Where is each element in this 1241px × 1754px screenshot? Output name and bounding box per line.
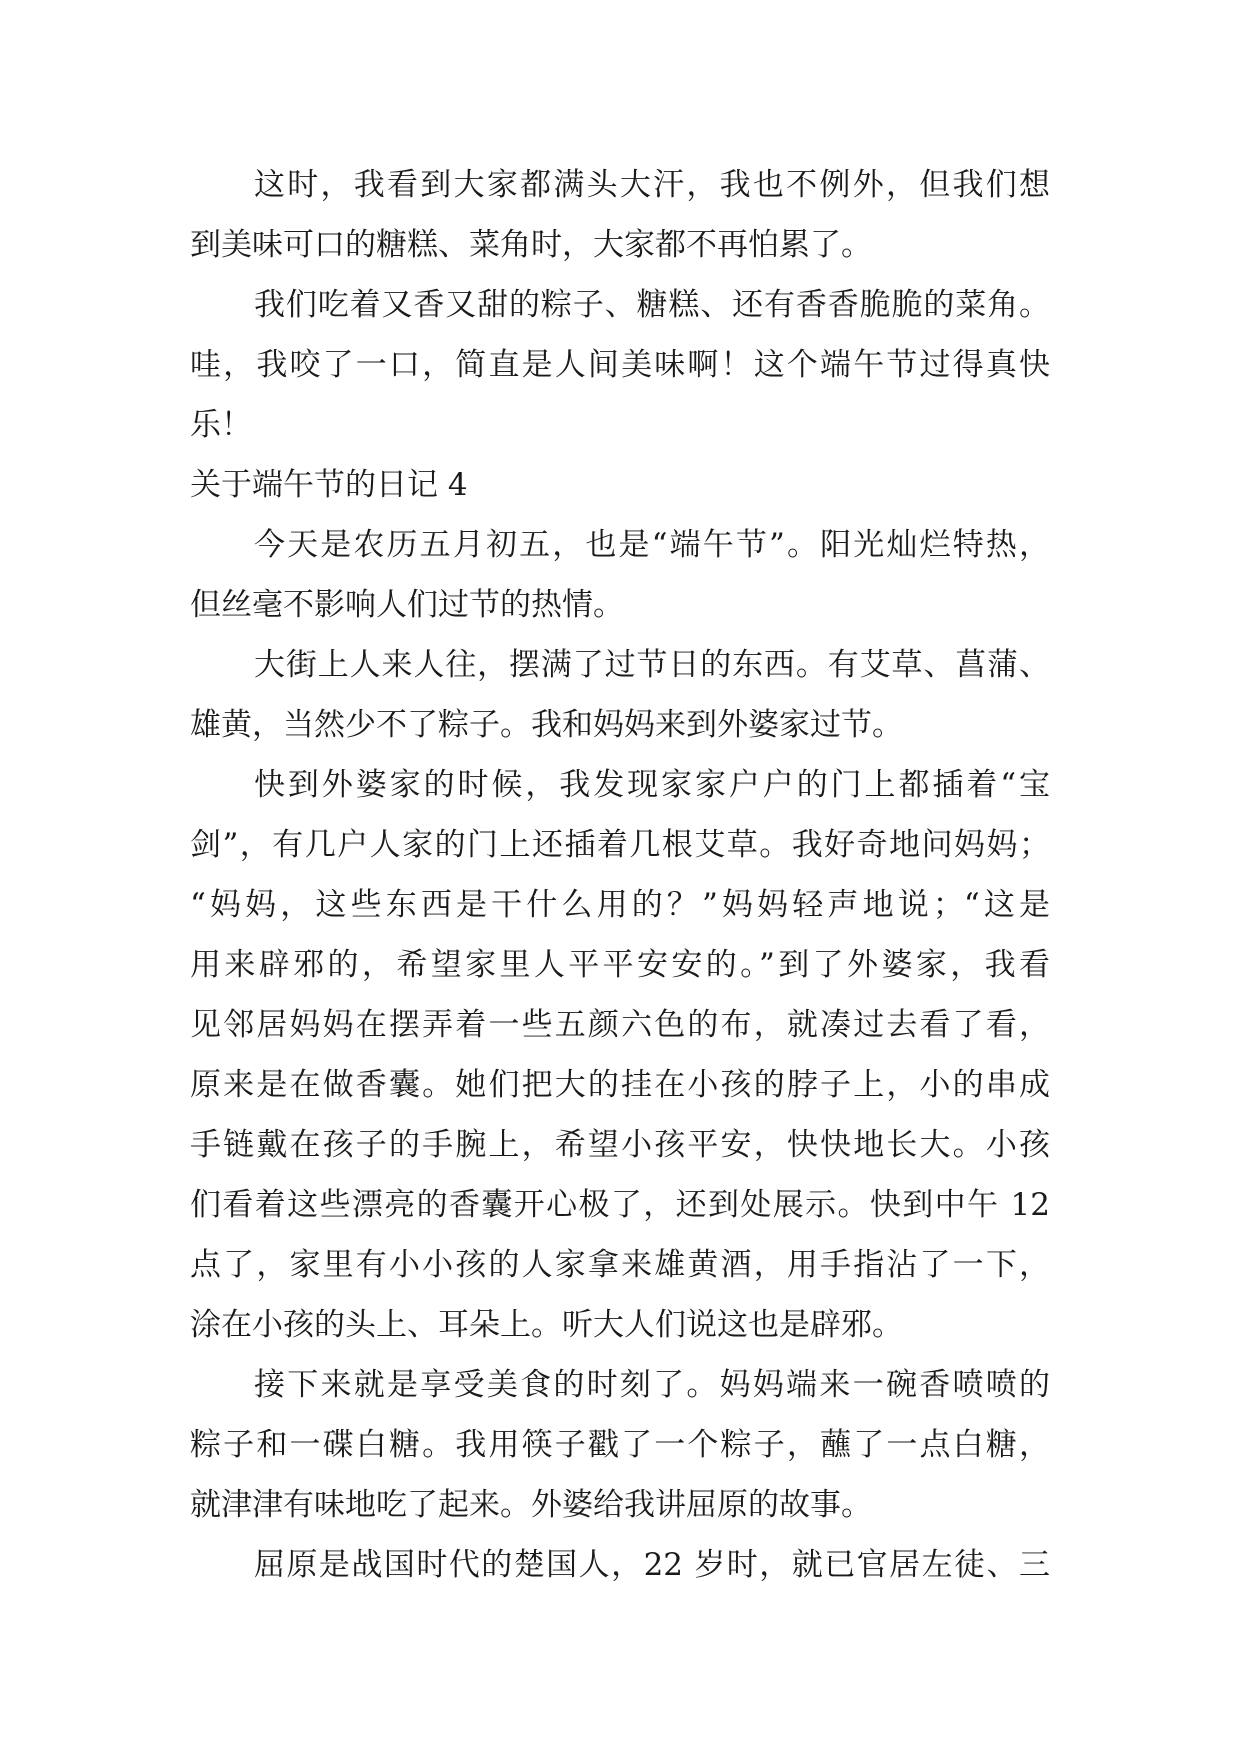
paragraph bbox=[190, 155, 1050, 275]
text-line: 这时，我看到大家都满头大汗，我也不例外，但我们想 bbox=[254, 167, 1050, 203]
text-line: 屈原是战国时代的楚国人，22 岁时，就已官居左徒、三 bbox=[254, 1547, 1050, 1583]
text-line: 原来是在做香囊。她们把大的挂在小孩的脖子上，小的串成 bbox=[190, 1067, 1050, 1103]
text-line: 哇，我咬了一口，简直是人间美味啊！这个端午节过得真快 bbox=[190, 347, 1050, 383]
paragraph bbox=[190, 755, 1050, 1355]
text-line: 剑”，有几户人家的门上还插着几根艾草。我好奇地问妈妈； bbox=[190, 827, 1050, 863]
text-line: 我们吃着又香又甜的粽子、糖糕、还有香香脆脆的菜角。 bbox=[254, 287, 1050, 323]
text-line: 粽子和一碟白糖。我用筷子戳了一个粽子，蘸了一点白糖， bbox=[190, 1427, 1050, 1463]
text-line: 们看着这些漂亮的香囊开心极了，还到处展示。快到中午 12 bbox=[190, 1187, 1050, 1223]
text-line: 用来辟邪的，希望家里人平平安安的。”到了外婆家，我看 bbox=[190, 947, 1050, 983]
paragraph bbox=[190, 635, 1050, 755]
text-line: “妈妈，这些东西是干什么用的？”妈妈轻声地说；“这是 bbox=[190, 887, 1050, 923]
text-line: 快到外婆家的时候，我发现家家户户的门上都插着“宝 bbox=[254, 767, 1050, 803]
text-line: 就津津有味地吃了起来。外婆给我讲屈原的故事。 bbox=[190, 1487, 872, 1523]
text-line: 涂在小孩的头上、耳朵上。听大人们说这也是辟邪。 bbox=[190, 1307, 903, 1343]
paragraph bbox=[190, 1355, 1050, 1535]
text-line: 手链戴在孩子的手腕上，希望小孩平安，快快地长大。小孩 bbox=[190, 1127, 1050, 1163]
text-line: 今天是农历五月初五，也是“端午节”。阳光灿烂特热， bbox=[254, 527, 1050, 563]
text-line: 到美味可口的糖糕、菜角时，大家都不再怕累了。 bbox=[190, 227, 872, 263]
text-line: 但丝毫不影响人们过节的热情。 bbox=[190, 587, 624, 623]
text-line: 接下来就是享受美食的时刻了。妈妈端来一碗香喷喷的 bbox=[254, 1367, 1050, 1403]
text-line: 乐！ bbox=[190, 407, 252, 443]
paragraph bbox=[190, 515, 1050, 635]
text-line: 大街上人来人往，摆满了过节日的东西。有艾草、菖蒲、 bbox=[254, 647, 1050, 683]
text-line: 点了，家里有小小孩的人家拿来雄黄酒，用手指沾了一下， bbox=[190, 1247, 1050, 1283]
text-line: 雄黄，当然少不了粽子。我和妈妈来到外婆家过节。 bbox=[190, 707, 903, 743]
document-page bbox=[190, 155, 1050, 1595]
paragraph bbox=[190, 1535, 1050, 1595]
paragraph bbox=[190, 275, 1050, 455]
text-line: 见邻居妈妈在摆弄着一些五颜六色的布，就凑过去看了看， bbox=[190, 1007, 1050, 1043]
section-heading: 关于端午节的日记 4 bbox=[190, 467, 468, 503]
